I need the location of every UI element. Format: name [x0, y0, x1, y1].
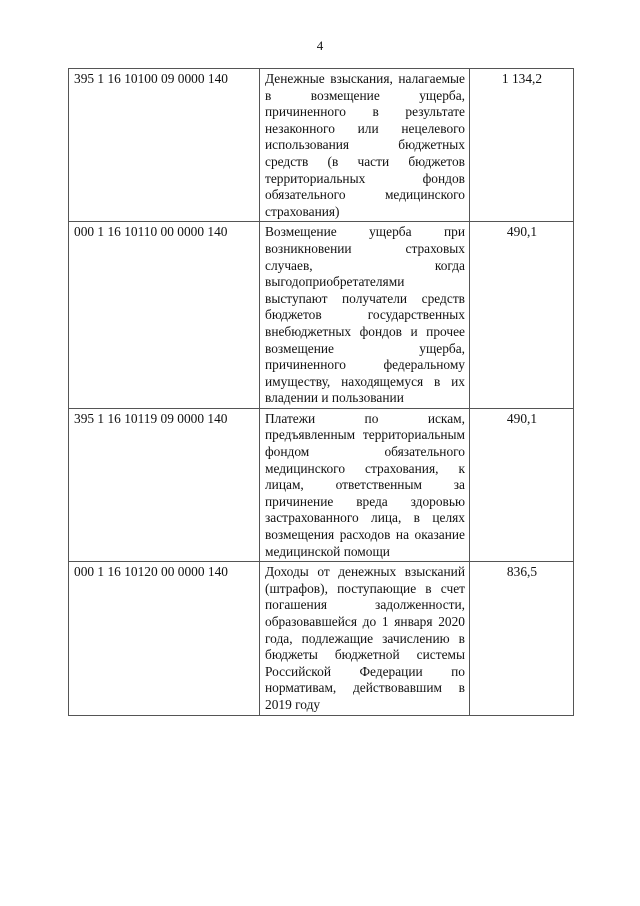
- table-row: [69, 562, 574, 715]
- table-row: [69, 222, 574, 409]
- budget-revenue-table: [68, 68, 574, 716]
- amount-value: 490,1: [470, 408, 574, 561]
- revenue-name: Возмещение ущерба при возникновении страховых случаев, когда выгодоприобретателями выступают получатели средств бюджетов государственных внебюджетных фондов и прочее возмещение ущерба, причиненного федеральному имуществу, находящемуся в их владении и пользовании: [260, 222, 470, 409]
- revenue-name: Доходы от денежных взысканий (штрафов), поступающие в счет погашения задолженности, образовавшейся до 1 января 2020 года, подлежащие зачислению в бюджеты бюджетной системы Российской Федерации по нормативам, действовавшим в 2019 году: [260, 562, 470, 715]
- budget-classification-code: 395 1 16 10100 09 0000 140: [69, 69, 260, 222]
- table-row: [69, 69, 574, 222]
- amount-value: 836,5: [470, 562, 574, 715]
- budget-classification-code: 000 1 16 10120 00 0000 140: [69, 562, 260, 715]
- revenue-name: Денежные взыскания, налагаемые в возмещение ущерба, причиненного в результате незаконного или нецелевого использования бюджетных средств (в части бюджетов территориальных фондов обязательного медицинского страхования): [260, 69, 470, 222]
- budget-classification-code: 000 1 16 10110 00 0000 140: [69, 222, 260, 409]
- revenue-name: Платежи по искам, предъявленным территориальным фондом обязательного медицинского страхования, к лицам, ответственным за причинение вреда здоровью застрахованного лица, в целях возмещения расходов на оказание медицинской помощи: [260, 408, 470, 561]
- amount-value: 1 134,2: [470, 69, 574, 222]
- page-number: 4: [316, 38, 324, 53]
- amount-value: 490,1: [470, 222, 574, 409]
- budget-classification-code: 395 1 16 10119 09 0000 140: [69, 408, 260, 561]
- table-row: [69, 408, 574, 561]
